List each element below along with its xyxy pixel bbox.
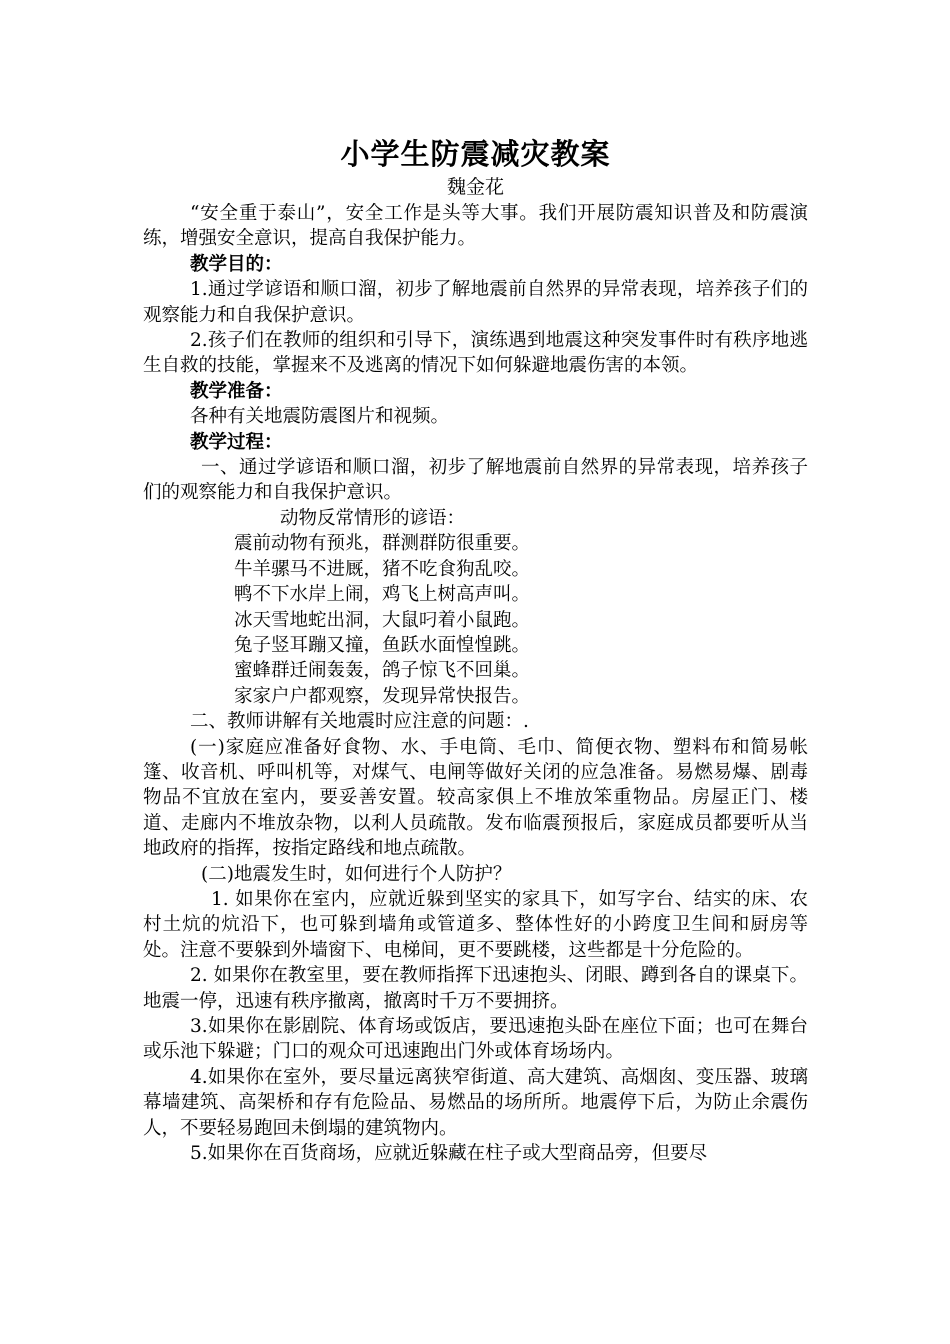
- objective-item: 2.孩子们在教师的组织和引导下，演练遇到地震这种突发事件时有秩序地逃生自救的技能，掌握来不及逃离的情况下如何躲避地震伤害的本领。: [143, 330, 808, 377]
- proverb-intro: 动物反常情形的谚语：: [280, 507, 466, 529]
- proverb-line: 家家户户都观察，发现异常快报告。: [234, 685, 531, 707]
- protection-item: 4.如果你在室外，要尽量远离狭窄街道、高大建筑、高烟囱、变压器、玻璃幕墙建筑、高架桥和存有危险品、易燃品的场所所。地震停下后，为防止余震伤人，不要轻易跑回未倒塌的建筑物内。: [143, 1066, 808, 1139]
- protection-item: 2. 如果你在教室里，要在教师指挥下迅速抱头、闭眼、蹲到各自的课桌下。地震一停，迅速有秩序撤离，撤离时千万不要拥挤。: [143, 965, 808, 1012]
- proverb-line: 鸭不下水岸上闹，鸡飞上树高声叫。: [234, 584, 531, 606]
- document-body: [143, 134, 808, 1166]
- protection-item: 1. 如果你在室内，应就近躲到坚实的家具下，如写字台、结实的床、农村土炕的炕沿下，也可躲到墙角或管道多、整体性好的小跨度卫生间和厨房等处。注意不要躲到外墙窗下、电梯间，更不要跳楼，这些都是十分危险的。: [143, 888, 808, 961]
- proverb-line: 冰天雪地蛇出洞，大鼠叼着小鼠跑。: [234, 609, 531, 631]
- intro-paragraph: “安全重于泰山”，安全工作是头等大事。我们开展防震知识普及和防震演练，增强安全意识，提高自我保护能力。: [143, 203, 808, 250]
- protection-item: 3.如果你在影剧院、体育场或饭店，要迅速抱头卧在座位下面；也可在舞台或乐池下躲避；门口的观众可迅速跑出门外或体育场场内。: [143, 1016, 808, 1063]
- process-step-two: 二、教师讲解有关地震时应注意的问题：.: [190, 711, 529, 733]
- objectives-heading: 教学目的：: [190, 253, 283, 275]
- proverb-line: 震前动物有预兆，群测群防很重要。: [234, 533, 531, 555]
- objective-item: 1.通过学谚语和顺口溜，初步了解地震前自然界的异常表现，培养孩子们的观察能力和自我保护意识。: [143, 279, 808, 326]
- process-heading: 教学过程：: [190, 431, 283, 453]
- family-preparation-paragraph: (一)家庭应准备好食物、水、手电筒、毛巾、简便衣物、塑料布和简易帐篷、收音机、呼叫机等，对煤气、电闸等做好关闭的应急准备。易燃易爆、剧毒物品不宜放在室内，要妥善安置。较高家俱上不堆放笨重物品。房屋正门、楼道、走廊内不堆放杂物，以利人员疏散。发布临震预报后，家庭成员都要听从当地政府的指挥，按指定路线和地点疏散。: [143, 736, 808, 860]
- protection-item: 5.如果你在百货商场，应就近躲藏在柱子或大型商品旁，但要尽: [190, 1143, 708, 1165]
- preparation-heading: 教学准备：: [190, 380, 283, 402]
- proverb-line: 兔子竖耳蹦又撞，鱼跃水面惶惶跳。: [234, 634, 531, 656]
- proverb-line: 蜜蜂群迁闹轰轰，鸽子惊飞不回巢。: [234, 660, 531, 682]
- personal-protection-heading: (二)地震发生时，如何进行个人防护？: [201, 863, 512, 885]
- page-title: 小学生防震减灾教案: [340, 137, 611, 171]
- preparation-text: 各种有关地震防震图片和视频。: [190, 406, 450, 428]
- process-step-one: 一、通过学谚语和顺口溜，初步了解地震前自然界的异常表现，培养孩子们的观察能力和自我保护意识。: [143, 457, 808, 504]
- proverb-line: 牛羊骡马不进厩，猪不吃食狗乱咬。: [234, 558, 531, 580]
- author-name: 魏金花: [446, 176, 504, 198]
